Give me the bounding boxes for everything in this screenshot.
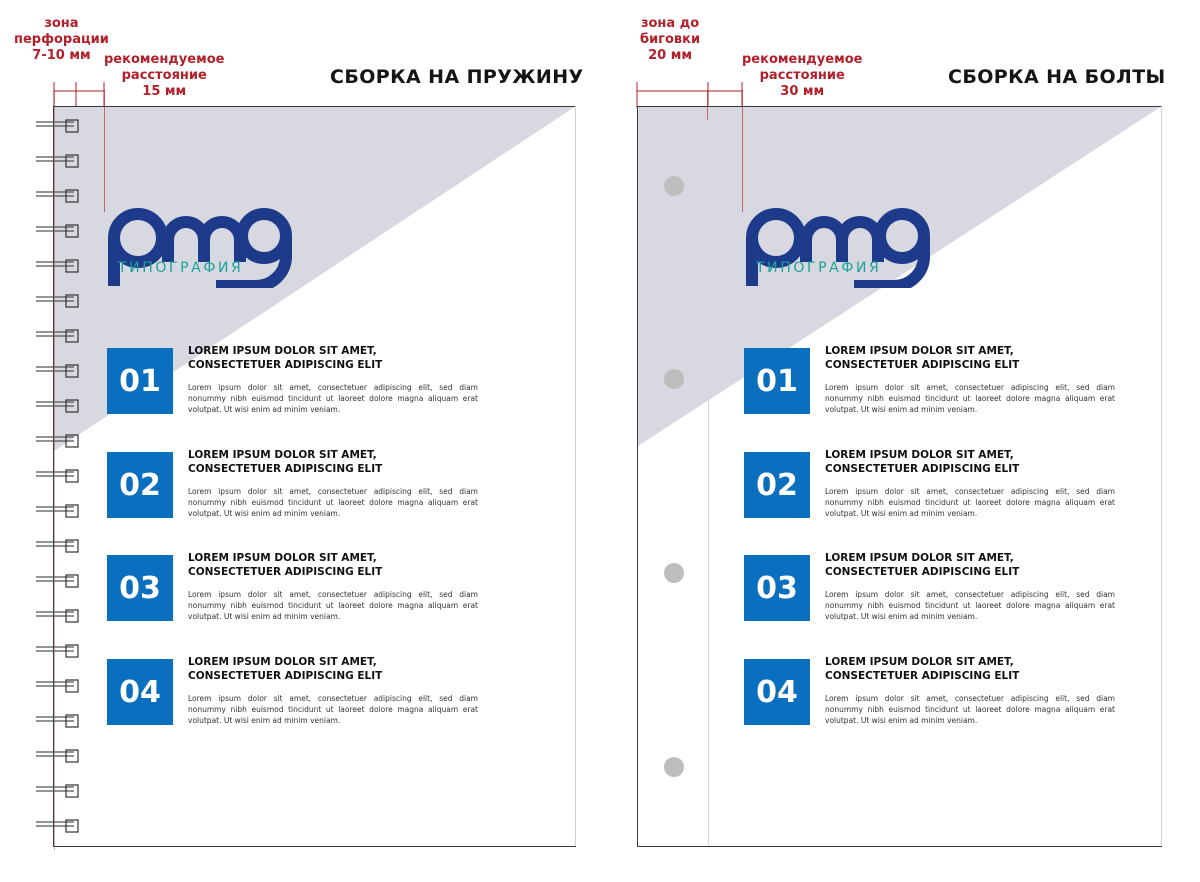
perforation-zone-annotation: зона перфорации 7-10 мм: [14, 16, 109, 63]
item-number-box: 03: [107, 555, 173, 621]
item-title: LOREM IPSUM DOLOR SIT AMET, CONSECTETUER ADIPISCING ELIT: [188, 656, 383, 682]
scoring-guide-line: [707, 90, 708, 120]
distance-guide-line: [742, 90, 743, 212]
item-body-text: Lorem ipsum dolor sit amet, consectetuer adipiscing elit, sed diam nonummy nibh euismod tincidunt ut laoreet dolore magna aliquam erat volutpat. Ut wisi enim ad minim veniam.: [188, 694, 478, 725]
spring-coil: [34, 223, 82, 239]
numbered-item: [744, 449, 1124, 522]
item-title: LOREM IPSUM DOLOR SIT AMET, CONSECTETUER ADIPISCING ELIT: [825, 552, 1020, 578]
spring-coil: [34, 678, 82, 694]
spring-coil: [34, 713, 82, 729]
spring-coil: [34, 783, 82, 799]
spring-coil: [34, 188, 82, 204]
item-body-text: Lorem ipsum dolor sit amet, consectetuer adipiscing elit, sed diam nonummy nibh euismod tincidunt ut laoreet dolore magna aliquam erat volutpat. Ut wisi enim ad minim veniam.: [825, 487, 1115, 518]
spring-coil: [34, 293, 82, 309]
spring-coil: [34, 538, 82, 554]
numbered-item: [107, 656, 487, 729]
spring-coil: [34, 258, 82, 274]
item-body-text: Lorem ipsum dolor sit amet, consectetuer adipiscing elit, sed diam nonummy nibh euismod tincidunt ut laoreet dolore magna aliquam erat volutpat. Ut wisi enim ad minim veniam.: [825, 383, 1115, 414]
sheet-top-edge: [53, 106, 575, 107]
logo-subtitle: ТИПОГРАФИЯ: [756, 260, 882, 276]
item-number-box: 02: [107, 452, 173, 518]
numbered-item: [744, 345, 1124, 418]
spring-coil: [34, 468, 82, 484]
numbered-item: [744, 552, 1124, 625]
bolt-hole: [664, 757, 684, 777]
bolt-hole: [664, 176, 684, 196]
item-number-box: 03: [744, 555, 810, 621]
spring-coil: [34, 398, 82, 414]
spring-coil: [34, 433, 82, 449]
numbered-item: [744, 656, 1124, 729]
sheet-right-edge: [575, 106, 576, 846]
item-number-box: 04: [107, 659, 173, 725]
spring-coil: [34, 363, 82, 379]
item-body-text: Lorem ipsum dolor sit amet, consectetuer adipiscing elit, sed diam nonummy nibh euismod tincidunt ut laoreet dolore magna aliquam erat volutpat. Ut wisi enim ad minim veniam.: [188, 590, 478, 621]
item-title: LOREM IPSUM DOLOR SIT AMET, CONSECTETUER ADIPISCING ELIT: [825, 656, 1020, 682]
distance-guide-line: [104, 90, 105, 212]
item-body-text: Lorem ipsum dolor sit amet, consectetuer adipiscing elit, sed diam nonummy nibh euismod tincidunt ut laoreet dolore magna aliquam erat volutpat. Ut wisi enim ad minim veniam.: [188, 487, 478, 518]
item-title: LOREM IPSUM DOLOR SIT AMET, CONSECTETUER ADIPISCING ELIT: [188, 449, 383, 475]
item-title: LOREM IPSUM DOLOR SIT AMET, CONSECTETUER ADIPISCING ELIT: [825, 449, 1020, 475]
spring-coil: [34, 503, 82, 519]
logo-subtitle: ТИПОГРАФИЯ: [118, 260, 244, 276]
recommended-distance-annotation: рекомендуемое расстояние 15 мм: [104, 52, 225, 99]
sheet-right-edge: [1161, 106, 1162, 846]
spring-coil: [34, 573, 82, 589]
item-number-box: 02: [744, 452, 810, 518]
scoring-line: [708, 106, 709, 846]
scoring-zone-annotation: зона до биговки 20 мм: [640, 16, 701, 63]
item-title: LOREM IPSUM DOLOR SIT AMET, CONSECTETUER ADIPISCING ELIT: [188, 552, 383, 578]
sheet-top-edge: [637, 106, 1161, 107]
spring-coil: [34, 153, 82, 169]
pmg-logo: [744, 198, 934, 292]
item-number-box: 01: [107, 348, 173, 414]
item-title: LOREM IPSUM DOLOR SIT AMET, CONSECTETUER ADIPISCING ELIT: [188, 345, 383, 371]
bolt-hole: [664, 369, 684, 389]
recommended-distance-annotation: рекомендуемое расстояние 30 мм: [742, 52, 863, 99]
item-body-text: Lorem ipsum dolor sit amet, consectetuer adipiscing elit, sed diam nonummy nibh euismod tincidunt ut laoreet dolore magna aliquam erat volutpat. Ut wisi enim ad minim veniam.: [825, 694, 1115, 725]
spring-heading: СБОРКА НА ПРУЖИНУ: [330, 66, 584, 88]
numbered-item: [107, 449, 487, 522]
numbered-item: [107, 552, 487, 625]
item-title: LOREM IPSUM DOLOR SIT AMET, CONSECTETUER ADIPISCING ELIT: [825, 345, 1020, 371]
item-number-box: 04: [744, 659, 810, 725]
item-body-text: Lorem ipsum dolor sit amet, consectetuer adipiscing elit, sed diam nonummy nibh euismod tincidunt ut laoreet dolore magna aliquam erat volutpat. Ut wisi enim ad minim veniam.: [825, 590, 1115, 621]
item-number-box: 01: [744, 348, 810, 414]
item-body-text: Lorem ipsum dolor sit amet, consectetuer adipiscing elit, sed diam nonummy nibh euismod tincidunt ut laoreet dolore magna aliquam erat volutpat. Ut wisi enim ad minim veniam.: [188, 383, 478, 414]
pmg-logo: [106, 198, 296, 292]
spring-coil: [34, 118, 82, 134]
spring-coil: [34, 328, 82, 344]
bolt-binding-panel: [620, 0, 1200, 882]
spring-coil: [34, 748, 82, 764]
bolt-heading: СБОРКА НА БОЛТЫ: [948, 66, 1166, 88]
spring-coil: [34, 818, 82, 834]
bolt-hole: [664, 563, 684, 583]
spring-coil: [34, 643, 82, 659]
spring-coil: [34, 608, 82, 624]
dimension-arrows: [40, 78, 120, 108]
numbered-item: [107, 345, 487, 418]
dimension-arrows: [632, 78, 752, 108]
